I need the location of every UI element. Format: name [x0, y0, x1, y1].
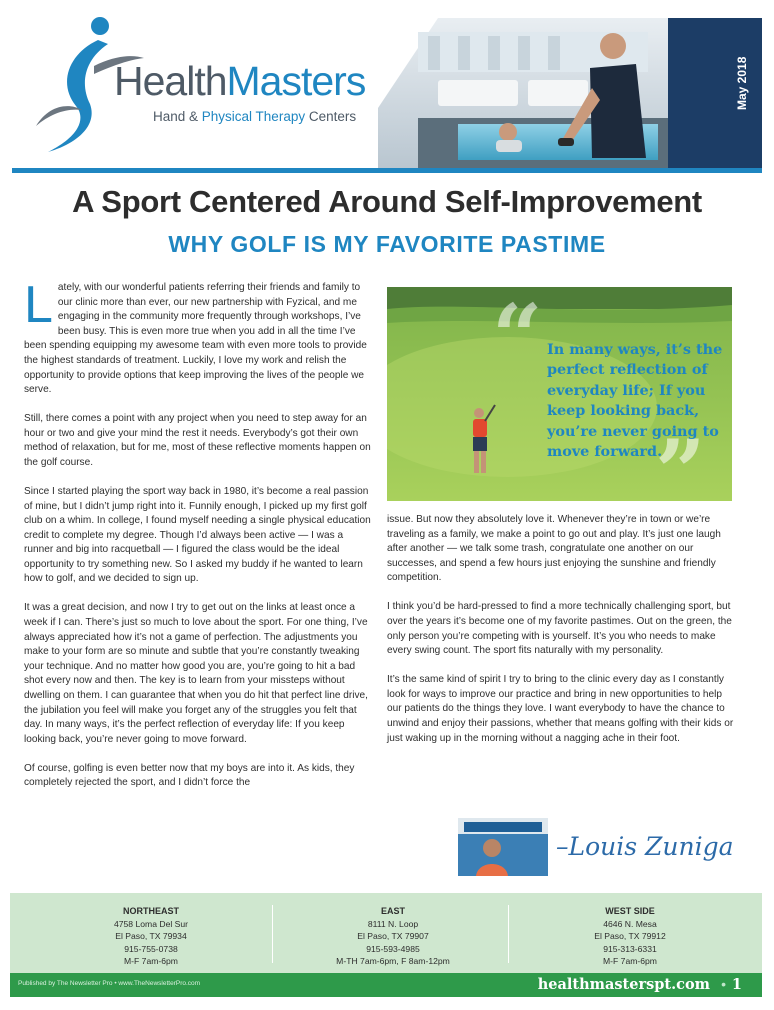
drop-cap: L: [24, 276, 53, 334]
article-paragraph: I think you’d be hard-pressed to find a more technically challenging sport, but over the years it’s become one of my favorite pastimes. Out on the green, the only person you’re competing with is yourself. It’s you who needs to make every swing count. The sport fits naturally with my personality.: [387, 601, 732, 657]
issue-date: May 2018: [735, 56, 749, 110]
website-link[interactable]: healthmasterspt.com: [537, 976, 710, 993]
article-column-left: [24, 276, 372, 805]
locations-footer: [10, 893, 762, 973]
article-subtitle: WHY GOLF IS MY FAVORITE PASTIME: [168, 231, 606, 257]
brand-tagline: Hand & Physical Therapy Centers: [153, 109, 357, 124]
healthmasters-logo: [28, 14, 368, 164]
location-northeast: NORTHEAST 4758 Loma Del Sur El Paso, TX 79934 915-755-0738 M-F 7am-6pm: [113, 906, 189, 966]
page-number: 1: [731, 976, 742, 993]
article-title: A Sport Centered Around Self-Improvement: [72, 184, 702, 219]
location-divider: [508, 905, 509, 963]
brand-name: HealthMasters: [114, 58, 366, 104]
newsletter-header: [0, 0, 774, 178]
author-signature: –Louis Zuniga: [556, 832, 734, 861]
header-divider: [12, 168, 762, 173]
author-photo: [458, 818, 548, 876]
article-paragraph: It’s the same kind of spirit I try to bring to the clinic every day as I constantly look for ways to improve our practice and bring in new opportunities to help our patients do the things they love. I want everybody to have the chance to unwind and enjoy their passions, whether that means golfing with their kids or just waking up in the morning without a nagging ache in their foot.: [387, 674, 734, 744]
close-quote-icon: ”: [655, 420, 706, 524]
article-paragraph: Still, there comes a point with any project when you need to step away for an hour or two and give your mind the rest it needs. Everybody’s got their own method of relaxation, but for me, most of these reflective moments happen on the golf course.: [24, 413, 371, 468]
hero-therapy-photo: [378, 18, 762, 168]
open-quote-icon: “: [492, 284, 543, 388]
pull-quote: In many ways, it’s the perfect reflection of everyday life; If you keep looking back, you’re never going to move forward.: [547, 341, 723, 461]
footer-bar: [10, 973, 762, 997]
separator-bullet: •: [721, 976, 726, 992]
article-paragraph: issue. But now they absolutely love it. Whenever they’re in town or we’re traveling as a family, we make a point to go out and play. It’s just one laugh after another — we talk some trash, congratulate one another on our successes, and spend a few hours just enjoying the sunshine and friendly competition.: [387, 514, 721, 584]
article-paragraph: Of course, golfing is even better now that my boys are into it. As kids, they completely rejected the sport, and I didn’t force the: [24, 762, 355, 789]
article-paragraph: Since I started playing the sport way back in 1980, it’s become a real passion of mine, but I didn’t jump right into it. Funnily enough, I picked up my first golf club on a whim. In college, I found myself needing a single physical education credit to complete my degree. Though I’d always been active — I was a runner and big into racquetball — I figured the class would be the ideal opportunity to try something new. So I asked my buddy if he wanted to learn how to golf, and we decided to sign up.: [24, 485, 371, 585]
location-divider: [272, 905, 273, 963]
location-west-side: WEST SIDE 4646 N. Mesa El Paso, TX 79912 915-313-6331 M-F 7am-6pm: [594, 906, 666, 966]
article-paragraph: It was a great decision, and now I try to get out on the links at least once a week if I can. There’s just so much to love about the sport. For one thing, I’ve always appreciated how it’s not a game of perfection. The adjustments you make to your form are so minute and subtle that you’re constantly tweaking your technique. And no matter how good you are, you’re going to hit a bad shot every now and then. The key is to learn from your missteps without dwelling on them. I can guarantee that when you do hit that perfect line drive, the jubilation you feel will make you forget any of the struggles you felt that day. In many ways, it’s the perfect reflection of everyday life: If you keep looking back, you’re never going to move forward.: [24, 602, 368, 745]
article-column-right: [387, 513, 735, 760]
location-east: EAST 8111 N. Loop El Paso, TX 79907 915-593-4985 M-TH 7am-6pm, F 8am-12pm: [336, 906, 450, 966]
publisher-credit: Published by The Newsletter Pro • www.TheNewsletterPro.com: [18, 980, 201, 987]
article-paragraph: Lately, with our wonderful patients referring their friends and family to our clinic more than ever, our new partnership with Fyzical, and me engaging in the community more frequently through workshops, I’ve been busy. This is even more true when you add in all the time I’ve been spending equipping my awesome team with even more tools to provide the highest standards of treatment. Luckily, I love my work and relish the opportunity to provide options that keep improving the lives of the people we serve.: [24, 276, 367, 396]
